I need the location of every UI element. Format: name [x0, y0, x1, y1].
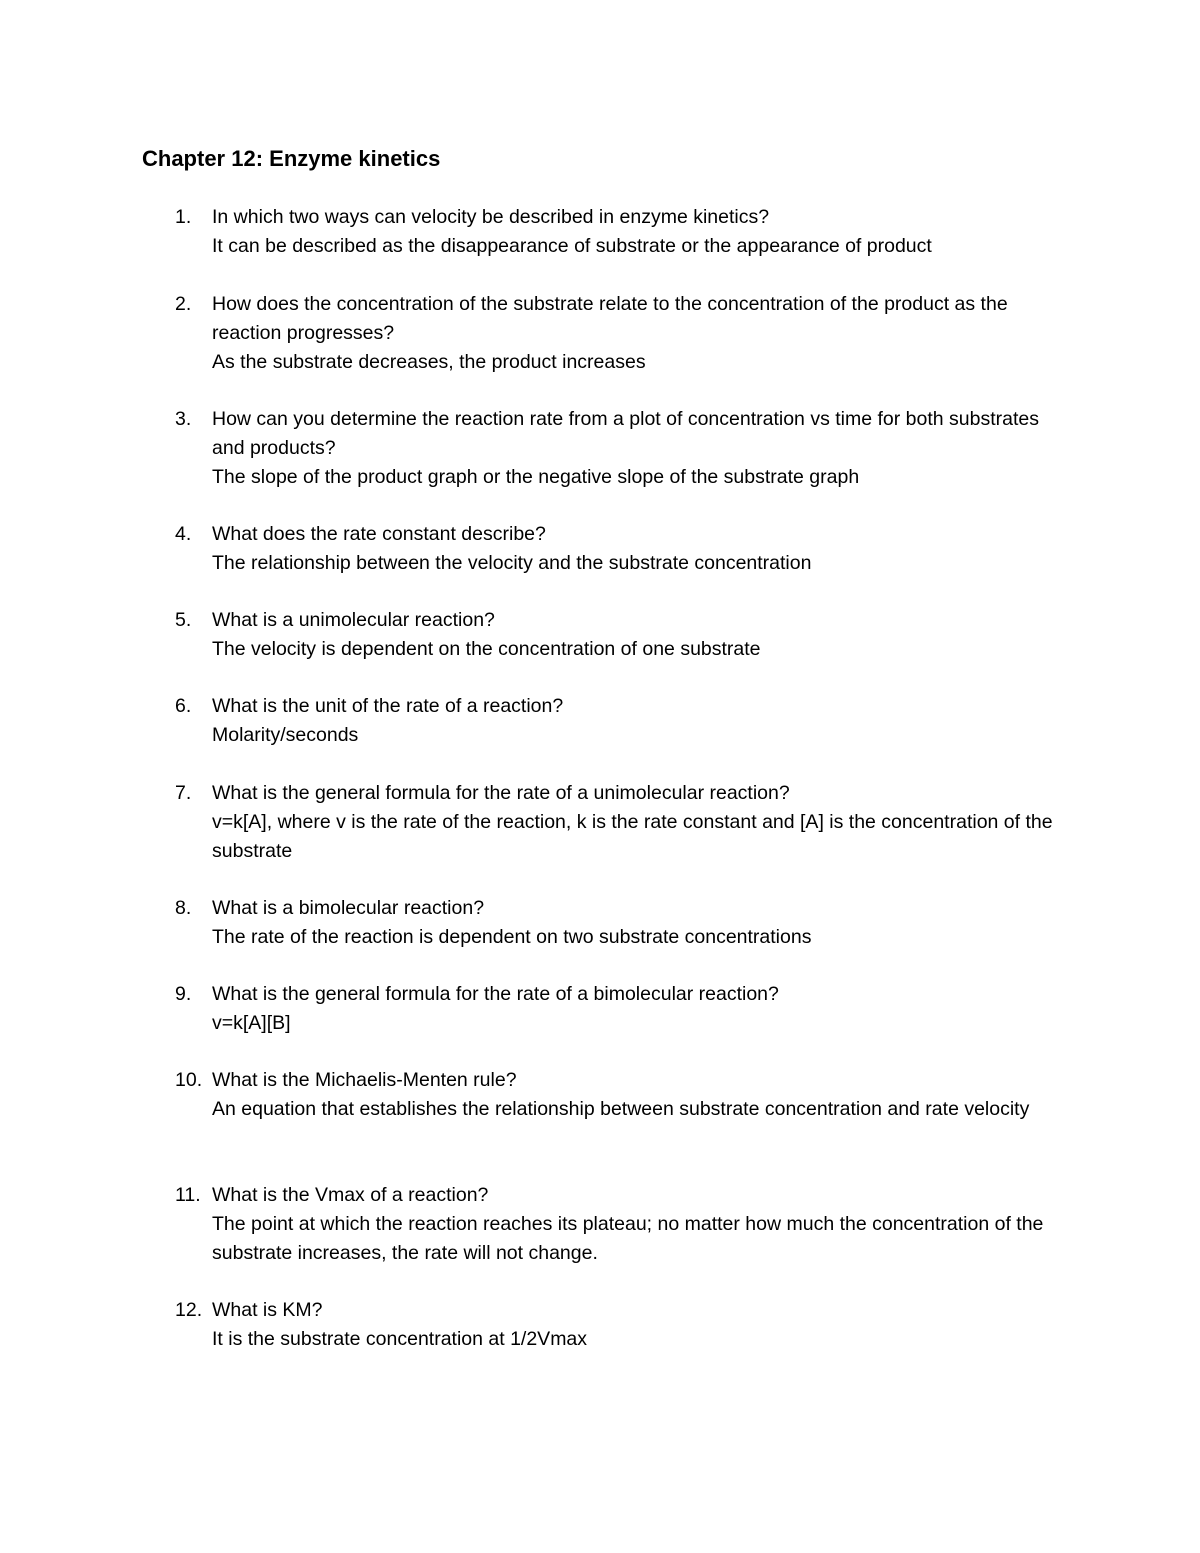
item-text: [212, 203, 1062, 261]
item-number: 1.: [175, 206, 192, 228]
question-text: What is a bimolecular reaction?: [212, 897, 485, 919]
question-text: In which two ways can velocity be described in enzyme kinetics?: [212, 206, 770, 228]
question-text: What is the Michaelis-Menten rule?: [212, 1069, 517, 1091]
answer-text: An equation that establishes the relationship between substrate concentration and rate velocity: [212, 1098, 1030, 1120]
question-text: What is a unimolecular reaction?: [212, 609, 495, 631]
answer-text: Molarity/seconds: [212, 724, 359, 746]
answer-text: v=k[A][B]: [212, 1012, 291, 1034]
item-number: 10.: [175, 1069, 203, 1091]
item-text: [212, 520, 1062, 578]
item-number: 4.: [175, 523, 192, 545]
item-number: 2.: [175, 293, 192, 315]
item-text: [212, 894, 1062, 952]
question-text: What is KM?: [212, 1299, 323, 1321]
page-title: Chapter 12: Enzyme kinetics: [142, 146, 441, 171]
item-text: [212, 606, 1062, 664]
answer-text: v=k[A], where v is the rate of the reaction, k is the rate constant and [A] is the concentration of the substrate: [212, 811, 1053, 862]
question-text: How does the concentration of the substrate relate to the concentration of the product as the reaction progresses?: [212, 293, 1008, 344]
item-number: 9.: [175, 983, 192, 1005]
item-text: [212, 1066, 1062, 1124]
answer-text: The relationship between the velocity and the substrate concentration: [212, 552, 812, 574]
item-text: [212, 980, 1062, 1038]
item-text: [212, 1181, 1062, 1268]
question-text: What is the unit of the rate of a reaction?: [212, 695, 564, 717]
item-text: [212, 290, 1062, 377]
item-text: [212, 779, 1062, 866]
answer-text: The point at which the reaction reaches its plateau; no matter how much the concentration of the substrate increases, the rate will not change.: [212, 1213, 1044, 1264]
question-text: What is the Vmax of a reaction?: [212, 1184, 489, 1206]
answer-text: It is the substrate concentration at 1/2Vmax: [212, 1328, 588, 1350]
question-text: What does the rate constant describe?: [212, 523, 546, 545]
item-number: 5.: [175, 609, 192, 631]
question-text: What is the general formula for the rate of a unimolecular reaction?: [212, 782, 790, 804]
item-number: 11.: [175, 1184, 201, 1206]
answer-text: It can be described as the disappearance of substrate or the appearance of product: [212, 235, 932, 257]
question-text: What is the general formula for the rate of a bimolecular reaction?: [212, 983, 779, 1005]
item-text: [212, 1296, 1062, 1354]
item-number: 8.: [175, 897, 192, 919]
item-text: [212, 692, 1062, 750]
item-number: 7.: [175, 782, 192, 804]
answer-text: The rate of the reaction is dependent on two substrate concentrations: [212, 926, 812, 948]
answer-text: The slope of the product graph or the negative slope of the substrate graph: [212, 466, 860, 488]
answer-text: As the substrate decreases, the product increases: [212, 351, 646, 373]
answer-text: The velocity is dependent on the concentration of one substrate: [212, 638, 761, 660]
item-number: 6.: [175, 695, 192, 717]
item-number: 12.: [175, 1299, 203, 1321]
question-text: How can you determine the reaction rate from a plot of concentration vs time for both substrates and products?: [212, 408, 1039, 459]
item-text: [212, 405, 1062, 492]
item-number: 3.: [175, 408, 192, 430]
